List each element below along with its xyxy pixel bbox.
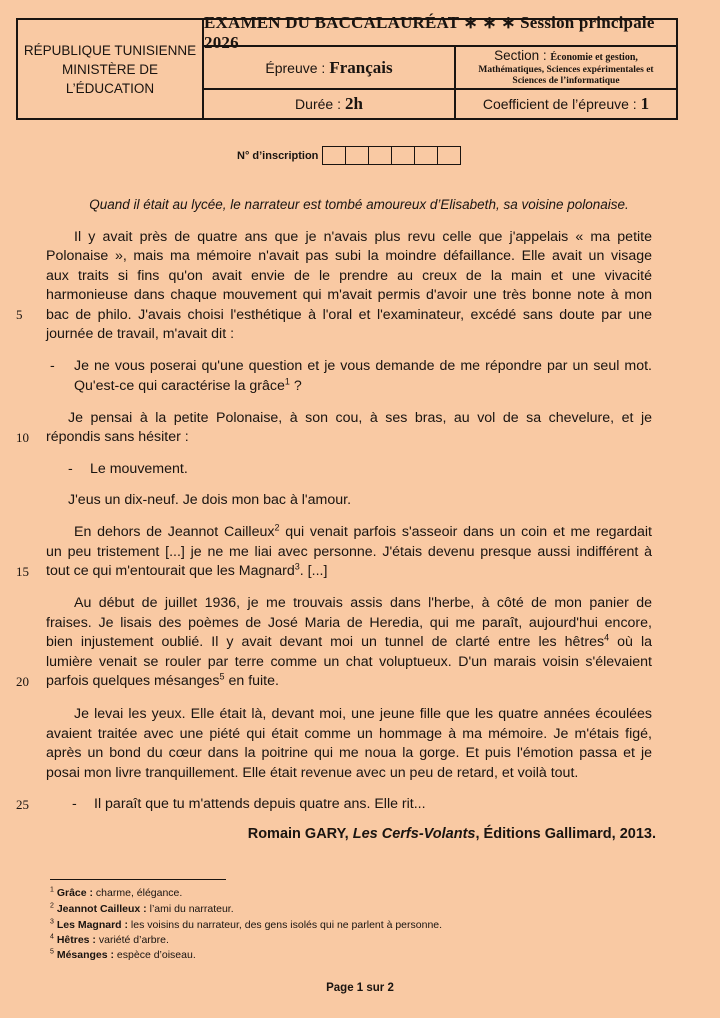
- section-label: Section :: [494, 48, 547, 63]
- footnote-ref: 5: [219, 671, 225, 682]
- source-citation: [248, 826, 656, 842]
- line-number: 15: [16, 564, 29, 579]
- dialogue-dash: -: [72, 796, 77, 812]
- text-segment: qui venait parfois s'asseoir dans un coin et me regardait: [279, 524, 652, 540]
- text-line: [74, 377, 680, 396]
- inscription-box[interactable]: [346, 147, 369, 164]
- footnote-ref: 3: [294, 561, 300, 572]
- text-line: [46, 633, 652, 652]
- duree-cell: [204, 90, 456, 118]
- footnote-number: 4: [50, 933, 54, 941]
- text-line: journée de travail, m'avait dit :: [46, 326, 235, 342]
- text-segment: parfois quelques mésanges: [46, 673, 220, 689]
- ministry-name: MINISTÈRE DE L’ÉDUCATION: [61, 61, 158, 96]
- text-segment: bien injustement oublié. Il y avait devant moi un tunnel de clarté entre les hêtres: [46, 634, 605, 650]
- inscription-box[interactable]: [369, 147, 392, 164]
- text-line: Polonaise », mais ma mémoire n'avait pas subi la moindre défaillance. Elle avait un visage: [46, 248, 652, 264]
- text-line: Au début de juillet 1936, je me trouvais assis dans l'herbe, à côté de mon panier de: [74, 595, 652, 611]
- text-line: Le mouvement.: [90, 461, 188, 477]
- text-line: Je levai les yeux. Elle était là, devant moi, une jeune fille que les quatre années écoulées: [74, 706, 652, 722]
- footnote: [50, 918, 442, 932]
- page-number: Page 1 sur 2: [326, 982, 394, 994]
- inscription-box[interactable]: [415, 147, 438, 164]
- text-line: répondis sans hésiter :: [46, 429, 189, 445]
- footnote-number: 1: [50, 886, 54, 894]
- footnote-definition: les voisins du narrateur, des gens isolés qui ne parlent à personne.: [128, 919, 443, 931]
- text-line: Il paraît que tu m'attends depuis quatre ans. Elle rit...: [94, 796, 426, 812]
- footnote-term: Jeannot Cailleux :: [56, 903, 147, 915]
- text-line: J'eus un dix-neuf. Je dois mon bac à l'amour.: [68, 492, 352, 508]
- coefficient-cell: [456, 90, 676, 118]
- footnote: [50, 886, 182, 900]
- inscription-box[interactable]: [438, 147, 460, 164]
- text-line: lumière venait se rouler par terre comme un chat voluptueux. D'un marais voisin s'élevaient: [46, 654, 652, 670]
- footnote: [50, 933, 169, 947]
- line-number: 10: [16, 430, 29, 445]
- footnote-ref: 1: [284, 376, 290, 387]
- section-value-3: Sciences de l’informatique: [512, 76, 620, 86]
- inscription-box[interactable]: [323, 147, 346, 164]
- footnote-definition: variété d’arbre.: [95, 934, 169, 946]
- footnote-definition: l’ami du narrateur.: [146, 903, 234, 915]
- epreuve-value: Français: [329, 57, 393, 77]
- coef-value: 1: [640, 94, 650, 113]
- exam-title: EXAMEN DU BACCALAURÉAT ∗ ∗ ∗ Session principale 2026: [204, 20, 676, 47]
- footnote-term: Mésanges :: [56, 949, 115, 961]
- text-line: bac de philo. J'avais choisi l'esthétique à l'oral et l'examinateur, excédé sans doute par une: [46, 307, 652, 323]
- footnote-divider: [50, 879, 226, 880]
- text-line: Il y avait près de quatre ans que je n'avais plus revu celle que j'appelais « ma petite: [74, 229, 652, 245]
- footnote-term: Les Magnard :: [56, 919, 129, 931]
- footnote-term: Grâce :: [56, 887, 94, 899]
- text-segment: ?: [289, 378, 302, 394]
- footnote-number: 2: [50, 902, 54, 910]
- line-number: 25: [16, 797, 29, 812]
- text-line: posai mon livre tranquillement. Elle était revenue avec un peu de retard, et voilà tout.: [46, 765, 579, 781]
- duree-value: 2h: [344, 94, 363, 113]
- epreuve-label: Épreuve :: [265, 59, 326, 76]
- footnote: [50, 902, 234, 916]
- text-segment: Qu'est-ce qui caractérise la grâce: [74, 378, 285, 394]
- institution-cell: [18, 20, 204, 118]
- footnote-ref: 2: [274, 522, 280, 533]
- dialogue-dash: -: [50, 358, 55, 374]
- country-name: RÉPUBLIQUE TUNISIENNE: [23, 42, 197, 58]
- line-number: 5: [16, 307, 23, 322]
- section-cell: [456, 47, 676, 90]
- section-value-1: Économie et gestion,: [550, 52, 638, 63]
- text-line: Je ne vous poserai qu'une question et je vous demande de me répondre par un seul mot.: [74, 358, 652, 374]
- text-line: [46, 672, 652, 691]
- footnote-definition: charme, élégance.: [93, 887, 183, 899]
- line-number: 20: [16, 674, 29, 689]
- text-segment: En dehors de Jeannot Cailleux: [74, 524, 275, 540]
- footnote: [50, 948, 196, 962]
- text-line: [74, 523, 652, 542]
- source-publisher: , Éditions Gallimard, 2013.: [475, 826, 656, 842]
- text-segment: où la: [609, 634, 652, 650]
- footnote-number: 5: [50, 948, 54, 956]
- source-author: Romain GARY,: [247, 826, 349, 842]
- section-value-2: Mathématiques, Sciences expérimentales et: [478, 65, 654, 75]
- text-segment: . [...]: [299, 563, 328, 579]
- exam-header-table: [16, 12, 678, 120]
- epreuve-cell: [204, 47, 456, 90]
- text-line: après un bond du cœur dans la poitrine qui me noua la gorge. Et puis l'émotion passa et je: [46, 745, 652, 761]
- text-line: harmonieuse dans chaque mouvement qui m'avait permis d'avoir une très bonne note à mon: [46, 287, 652, 303]
- duree-label: Durée :: [295, 96, 341, 112]
- text-line: fraises. Je lisais des poèmes de José Maria de Heredia, qui me paraît, aujourd'hui encore,: [46, 615, 652, 631]
- text-line: un peu tristement [...] je ne me liai avec personne. J'étais devenu presque aussi indifférent à: [46, 544, 652, 560]
- inscription-label: N° d’inscription: [237, 149, 319, 162]
- footnote-definition: espèce d’oiseau.: [114, 949, 196, 961]
- text-line: avaient traitée avec une piété qui était comme un hommage à ma mémoire. Je m'étais figé,: [46, 726, 652, 742]
- text-segment: en fuite.: [224, 673, 279, 689]
- intro-text: Quand il était au lycée, le narrateur est tombé amoureux d’Elisabeth, sa voisine polonaise.: [89, 197, 629, 212]
- footnote-number: 3: [50, 918, 54, 926]
- inscription-field: [237, 146, 461, 165]
- text-segment: tout ce qui m'entourait que les Magnard: [46, 563, 295, 579]
- footnote-ref: 4: [604, 632, 610, 643]
- inscription-boxes[interactable]: [322, 146, 461, 165]
- dialogue-dash: -: [68, 461, 73, 477]
- text-line: aux traits si fins qu'on avait envie de le prendre au creux de la main et une vivacité: [46, 268, 652, 284]
- footnote-term: Hêtres :: [56, 934, 96, 946]
- text-line: Je pensai à la petite Polonaise, à son cou, à ses bras, au vol de sa chevelure, et je: [68, 410, 652, 426]
- inscription-box[interactable]: [392, 147, 415, 164]
- coef-label: Coefficient de l’épreuve :: [482, 96, 637, 112]
- text-line: [46, 562, 652, 581]
- source-title: Les Cerfs-Volants: [352, 826, 476, 842]
